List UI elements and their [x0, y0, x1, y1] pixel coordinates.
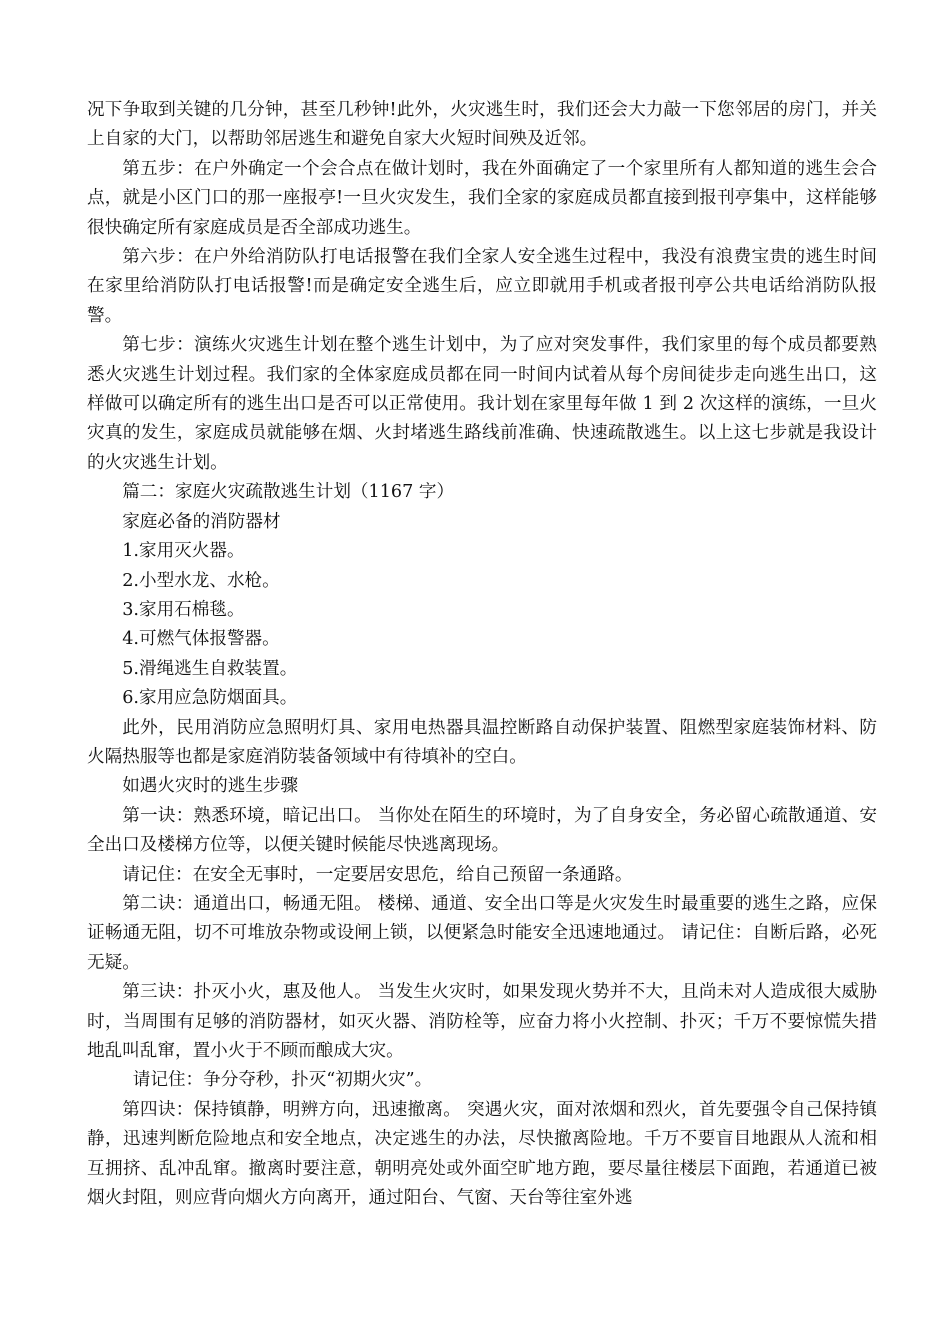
- paragraph-step-five: 第五步：在户外确定一个会合点在做计划时，我在外面确定了一个家里所有人都知道的逃生会合点，就是小区门口的那一座报亭!一旦火灾发生，我们全家的家庭成员都直接到报刊亭集中，这样能够很快确定所有家庭成员是否全部成功逃生。: [87, 158, 877, 238]
- paragraph-escape-neighbors: 况下争取到关键的几分钟，甚至几秒钟!此外，火灾逃生时，我们还会大力敲一下您邻居的房门，并关上自家的大门，以帮助邻居逃生和避免自家大火短时间殃及近邻。: [87, 100, 877, 150]
- list-item: 5.滑绳逃生自救装置。: [122, 658, 298, 679]
- section-heading-part-two: 篇二：家庭火灾疏散逃生计划（1167 字）: [122, 482, 455, 503]
- list-item: 1.家用灭火器。: [122, 541, 245, 562]
- paragraph-rule-four: 第四诀：保持镇静，明辨方向，迅速撤离。 突遇火灾，面对浓烟和烈火，首先要强令自己保持镇静，迅速判断危险地点和安全地点，决定逃生的办法，尽快撤离险地。千万不要盲目地跟从人流和相互拥挤、乱冲乱窜。撤离时要注意，朝明亮处或外面空旷地方跑，要尽量往楼层下面跑，若通道已被烟火封阻，则应背向烟火方向离开，通过阳台、气窗、天台等往室外逃: [87, 1099, 877, 1209]
- paragraph-step-seven: 第七步：演练火灾逃生计划在整个逃生计划中，为了应对突发事件，我们家里的每个成员都要熟悉火灾逃生计划过程。我们家的全体家庭成员都在同一时间内试着从每个房间徒步走向逃生出口，这样做可以确定所有的逃生出口是否可以正常使用。我计划在家里每年做 1 到 2 次这样的演练，一旦火灾真的发生，家庭成员就能够在烟、火封堵逃生路线前准确、快速疏散逃生。以上这七步就是我设计的火灾逃生计划。: [87, 335, 877, 473]
- list-item: 2.小型水龙、水枪。: [122, 570, 280, 591]
- document-body: [87, 96, 877, 1213]
- paragraph-equipment-gaps: 此外，民用消防应急照明灯具、家用电热器具温控断路自动保护装置、阻燃型家庭装饰材料、防火隔热服等也都是家庭消防装备领域中有待填补的空白。: [87, 717, 877, 767]
- subheading-escape-steps: 如遇火灾时的逃生步骤: [122, 776, 299, 797]
- list-item: 3.家用石棉毯。: [122, 599, 245, 620]
- list-item: 6.家用应急防烟面具。: [122, 688, 298, 709]
- subheading-equipment: 家庭必备的消防器材: [122, 511, 281, 532]
- paragraph-rule-three: 第三诀：扑灭小火，惠及他人。 当发生火灾时，如果发现火势并不大，且尚未对人造成很大威胁时，当周围有足够的消防器材，如灭火器、消防栓等，应奋力将小火控制、扑灭；千万不要惊慌失措地乱叫乱窜，置小火于不顾而酿成大灾。: [87, 982, 877, 1061]
- paragraph-rule-one: 第一诀：熟悉环境，暗记出口。 当你处在陌生的环境时，为了自身安全，务必留心疏散通道、安全出口及楼梯方位等，以便关键时候能尽快逃离现场。: [87, 805, 877, 856]
- list-item: 4.可燃气体报警器。: [122, 629, 280, 650]
- paragraph-step-six: 第六步：在户外给消防队打电话报警在我们全家人安全逃生过程中，我没有浪费宝贵的逃生时间在家里给消防队打电话报警!而是确定安全逃生后，应立即就用手机或者报刊亭公共电话给消防队报警。: [87, 247, 877, 326]
- paragraph-remember-one: 请记住：在安全无事时，一定要居安思危，给自己预留一条通路。: [122, 864, 633, 885]
- paragraph-remember-three: 请记住：争分夺秒，扑灭“初期火灾”。: [132, 1070, 433, 1091]
- paragraph-rule-two: 第二诀：通道出口，畅通无阻。 楼梯、通道、安全出口等是火灾发生时最重要的逃生之路，应保证畅通无阻，切不可堆放杂物或设闸上锁，以便紧急时能安全迅速地通过。 请记住：自断后路，必死无疑。: [87, 893, 877, 973]
